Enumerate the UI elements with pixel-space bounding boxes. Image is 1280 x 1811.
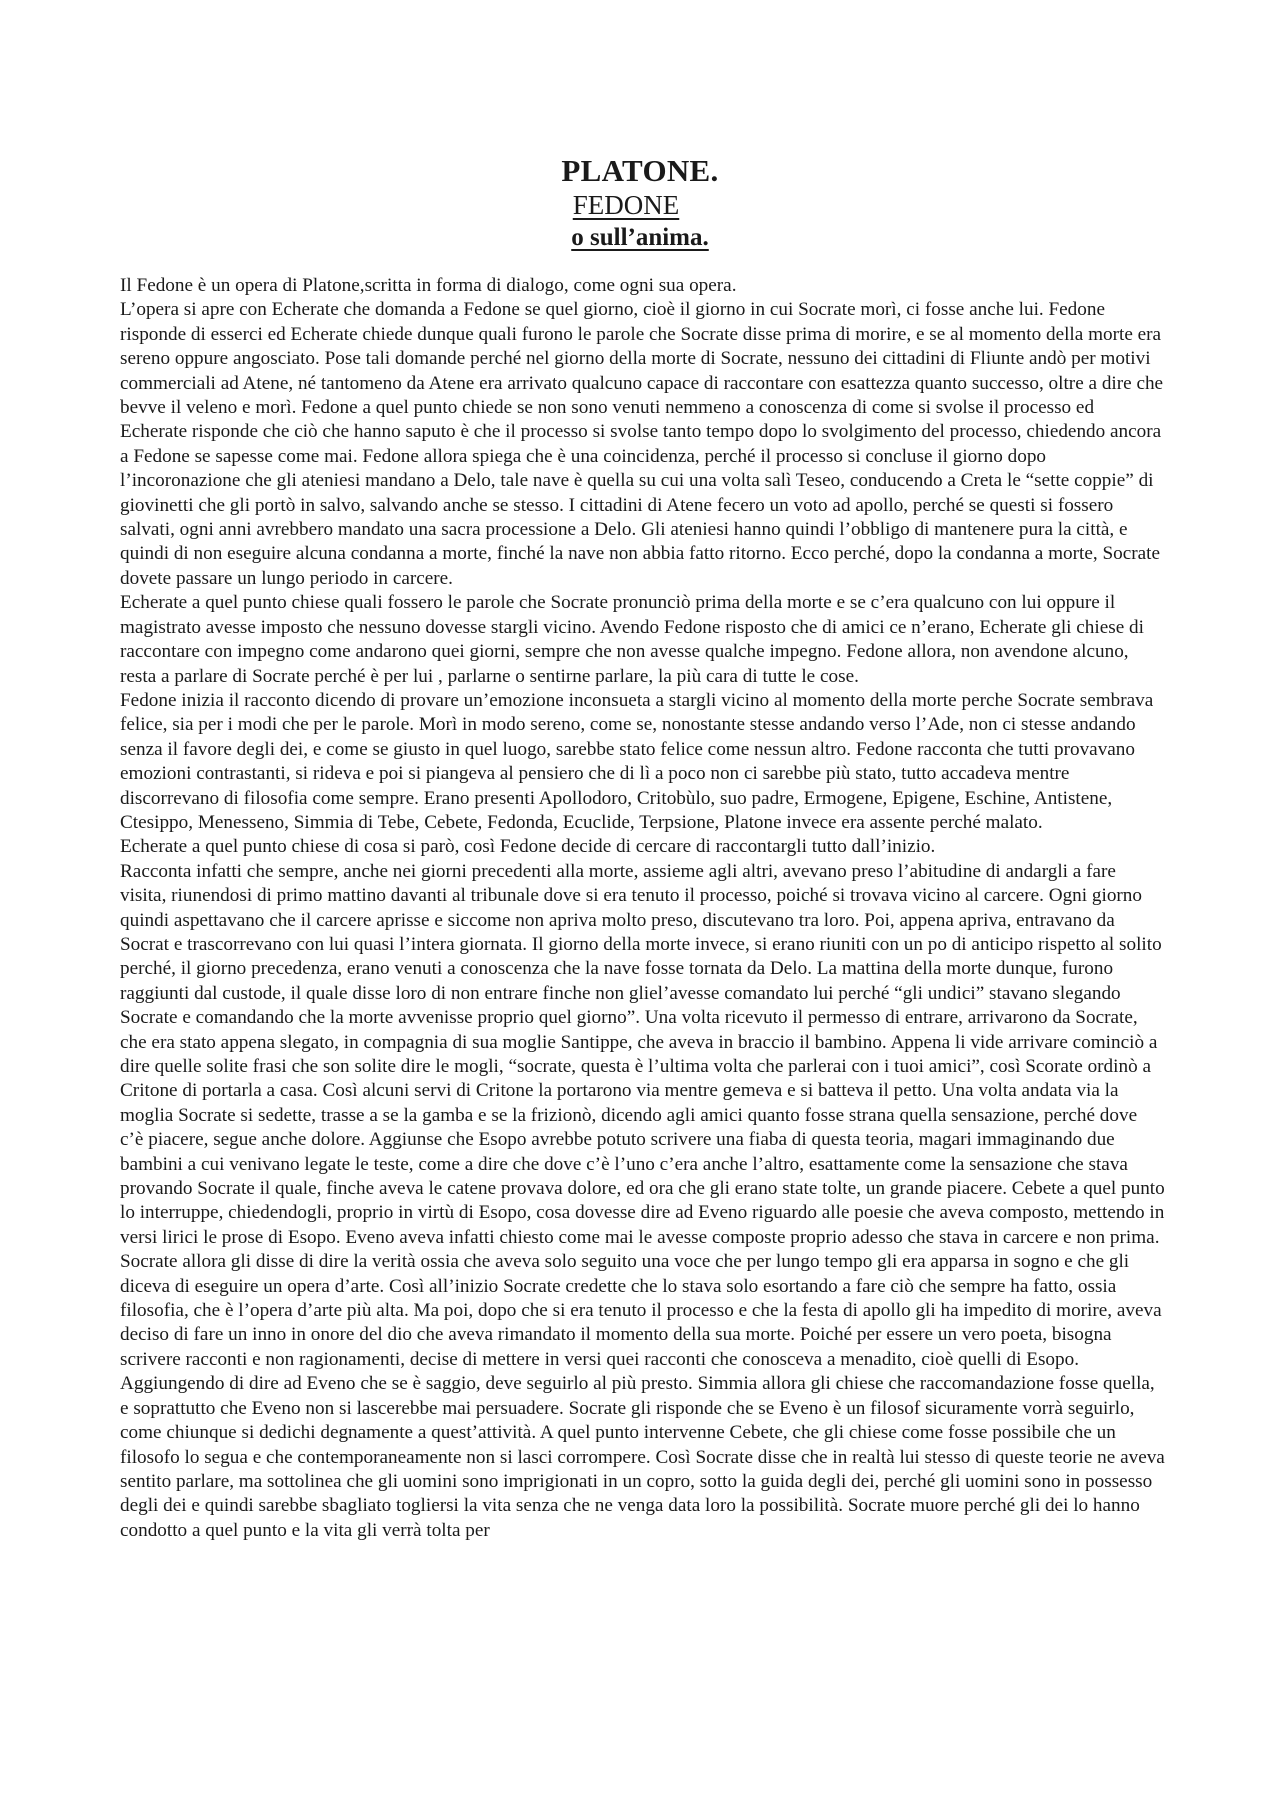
paragraph: Fedone inizia il racconto dicendo di provare un’emozione inconsueta a stargli vicino al momento della morte perche Socrate sembrava felice, sia per i modi che per le parole. Morì in modo sereno, come se, nonostante stesse andando verso l’Ade, non ci stesse andando senza il favore degli dei, e come se giusto in quel luogo, sarebbe stato felice come nessun altro. Fedone racconta che tutti provavano emozioni contrastanti, si rideva e poi si piangeva al pensiero che di lì a poco non ci sarebbe più stato, tutto accadeva mentre discorrevano di filosofia come sempre. Erano presenti Apollodoro, Critobùlo, suo padre, Ermogene, Epigene, Eschine, Antistene, Ctesippo, Menesseno, Simmia di Tebe, Cebete, Fedonda, Ecuclide, Terpsione, Platone invece era assente perché malato. [120, 689, 1154, 833]
work-title: FEDONE [572, 190, 680, 220]
paragraph: Echerate a quel punto chiese quali fossero le parole che Socrate pronunciò prima della morte e se c’era qualcuno con lui oppure il magistrato avesse imposto che nessuno dovesse stargli vicino. Avendo Fedone risposto che di amici ce n’erano, Echerate gli chiese di raccontare con impegno come andarono quei giorni, sempre che non avesse qualche impegno. Fedone allora, non avendone alcuno, resta a parlare di Socrate perché è per lui , parlarne o sentirne parlare, la più cara di tutte le cose. [120, 592, 1144, 687]
work-subtitle: o sull’anima. [571, 224, 709, 251]
paragraph: Echerate a quel punto chiese di cosa si parò, così Fedone decide di cercare di raccontargli tutto dall’inizio. [120, 836, 936, 858]
paragraph: Racconta infatti che sempre, anche nei giorni precedenti alla morte, assieme agli altri, avevano preso l’abitudine di andargli a fare visita, riunendosi di primo mattino davanti al tribunale dove si era tenuto il processo, poiché si trovava vicino al carcere. Ogni giorno quindi aspettavano che il carcere aprisse e siccome non apriva molto preso, discutevano tra loro. Poi, appena apriva, entravano da Socrat e trascorrevano con lui quasi l’intera giornata. Il giorno della morte invece, si erano riuniti con un po di anticipo rispetto al solito perché, il giorno precedenza, erano venuti a conoscenza che la nave fosse tornata da Delo. La mattina della morte dunque, furono raggiunti dal custode, il quale disse loro di non entrare finche non gliel’avesse comandato lui perché “gli undici” stavano slegando Socrate e comandando che la morte avvenisse proprio quel giorno”. Una volta ricevuto il permesso di entrare, arrivarono da Socrate, che era stato appena slegato, in compagnia di sua moglie Santippe, che aveva in braccio il bambino. Appena li vide arrivare cominciò a dire quelle solite frasi che son solite dire le mogli, “socrate, questa è l’ultima volta che parlerai con i tuoi amici”, così Scorate ordinò a Critone di portarla a casa. Così alcuni servi di Critone la portarono via mentre gemeva e si batteva il petto. Una volta andata via la moglia Socrate si sedette, trasse a se la gamba e se la frizionò, dicendo agli amici quanto fosse strana quella sensazione, perché dove c’è piacere, segue anche dolore. Aggiunse che Esopo avrebbe potuto scrivere una fiaba di questa teoria, magari immaginando due bambini a cui venivano legate le teste, come a dire che dove c’è l’uno c’era anche l’altro, esattamente come la sensazione che stava provando Socrate il quale, finche aveva le catene provava dolore, ed ora che gli erano state tolte, un grande piacere. Cebete a quel punto lo interruppe, chiedendogli, proprio in virtù di Esopo, cosa dovesse dire ad Eveno riguardo alle poesie che aveva composto, mettendo in versi lirici le prose di Esopo. Eveno aveva infatti chiesto come mai le avesse composte proprio adesso che stava in carcere e non prima. Socrate allora gli disse di dire la verità ossia che aveva solo seguito una voce che per lungo tempo gli era apparsa in sogno e che gli diceva di eseguire un opera d’arte. Così all’inizio Socrate credette che lo stava solo esortando a fare ciò che sempre ha fatto, ossia filosofia, che è l’opera d’arte più alta. Ma poi, dopo che si era tenuto il processo e che la festa di apollo gli ha impedito di morire, aveva deciso di fare un inno in onore del dio che aveva rimandato il momento della sua morte. Poiché per essere un vero poeta, bisogna scrivere racconti e non ragionamenti, decise di mettere in versi quei racconti che conosceva a menadito, cioè quelli di Esopo. Aggiungendo di dire ad Eveno che se è saggio, deve seguirlo al più presto. Simmia allora gli chiese che raccomandazione fosse quella, e soprattutto che Eveno non si lascerebbe mai persuadere. Socrate gli risponde che se Eveno è un filosof sicuramente vorrà seguirlo, come chiunque si dedichi degnamente a quest’attività. A quel punto intervenne Cebete, che gli chiese come fosse possibile che un filosofo lo segua e che contemporaneamente non si lasci corrompere. Così Socrate disse che in realtà lui stesso di queste teorie ne aveva sentito parlare, ma sottolinea che gli uomini sono imprigionati in un copro, sotto la guida degli dei, perché gli uomini sono in possesso degli dei e quindi sarebbe sbagliato togliersi la vita senza che ne venga data loro la possibilità. Socrate muore perché gli dei lo hanno condotto a quel punto e la vita gli verrà tolta per [120, 860, 1165, 1541]
paragraph: L’opera si apre con Echerate che domanda a Fedone se quel giorno, cioè il giorno in cui Socrate morì, ci fosse anche lui. Fedone risponde di esserci ed Echerate chiede dunque quali furono le parole che Socrate disse prima di morire, e se al momento della morte era sereno oppure angosciato. Pose tali domande perché nel giorno della morte di Socrate, nessuno dei cittadini di Fliunte andò per motivi commerciali ad Atene, né tantomeno da Atene era arrivato qualcuno capace di raccontare con esattezza quanto successo, oltre a dire che bevve il veleno e morì. Fedone a quel punto chiede se non sono venuti nemmeno a conoscenza di come si svolse il processo ed Echerate risponde che ciò che hanno saputo è che il processo si svolse tanto tempo dopo lo svolgimento del processo, chiedendo ancora a Fedone se sapesse come mai. Fedone allora spiega che è una coincidenza, perché il processo si concluse il giorno dopo l’incoronazione che gli ateniesi mandano a Delo, tale nave è quella su cui una volta salì Teseo, conducendo a Creta le “sette coppie” di giovinetti che gli portò in salvo, salvando anche se stesso. I cittadini di Atene fecero un voto ad apollo, perché se questi si fossero salvati, ogni anni avrebbero mandato una sacra processione a Delo. Gli ateniesi hanno quindi l’obbligo di mantenere pura la città, e quindi di non eseguire alcuna condanna a morte, finché la nave non abbia fatto ritorno. Ecco perché, dopo la condanna a morte, Socrate dovete passare un lungo periodo in carcere. [120, 299, 1164, 589]
body-text [120, 274, 1165, 1543]
title-block [0, 152, 1280, 256]
author-heading: PLATONE. [561, 153, 719, 188]
paragraph: Il Fedone è un opera di Platone,scritta in forma di dialogo, come ogni sua opera. [120, 275, 737, 296]
